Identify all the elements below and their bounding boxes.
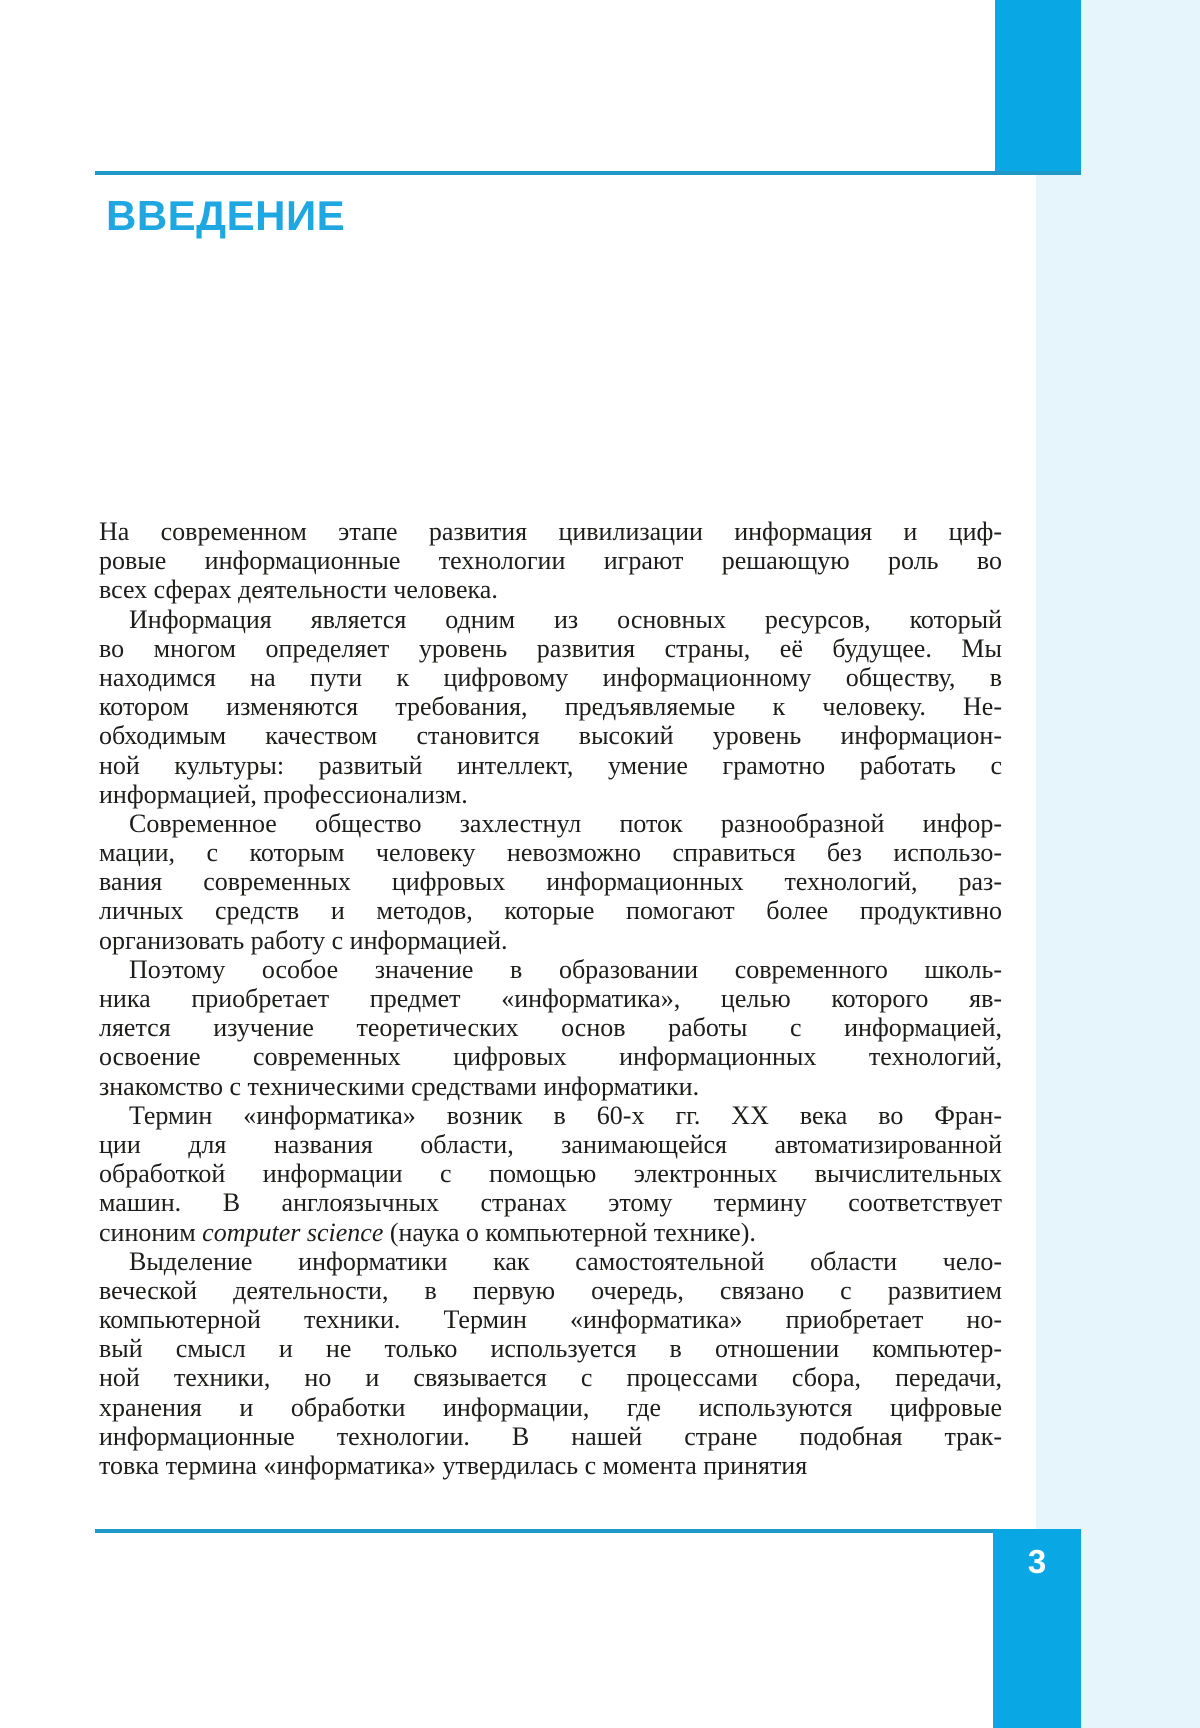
paragraph: [99, 1247, 1002, 1481]
text-line: обходимым качеством становится высокий уровень информацион-: [99, 721, 1002, 751]
text-line: информацией, профессионализм.: [99, 779, 468, 809]
text-line: Поэтому особое значение в образовании современного школь-: [129, 954, 1002, 984]
body-text: [99, 517, 1002, 1480]
top-accent-bar: [995, 0, 1081, 171]
text-line: ровые информационные технологии играют решающую роль во: [99, 546, 1002, 576]
text-line: ной техники, но и связывается с процессами сбора, передачи,: [99, 1363, 1002, 1393]
text-line: организовать работу с информацией.: [99, 925, 508, 955]
paragraph: [99, 517, 1002, 605]
text-line: синоним computer science (наука о компьютерной технике).: [99, 1217, 756, 1247]
text-line: информационные технологии. В нашей стране подобная трак-: [99, 1421, 1002, 1451]
text-line: Термин «информатика» возник в 60-х гг. XX века во Фран-: [129, 1100, 1002, 1130]
text-line: всех сферах деятельности человека.: [99, 575, 498, 605]
text-line: хранения и обработки информации, где используются цифровые: [99, 1392, 1002, 1422]
text-line: мации, с которым человеку невозможно справиться без использо-: [99, 838, 1002, 868]
text-line: во многом определяет уровень развития страны, её будущее. Мы: [99, 633, 1002, 663]
right-margin-band: [1036, 0, 1200, 1728]
top-rule: [95, 171, 1081, 175]
page-number-box: [993, 1529, 1081, 1728]
text-line: вания современных цифровых информационных технологий, раз-: [99, 867, 1002, 897]
text-line: находимся на пути к цифровому информационному обществу, в: [99, 662, 1002, 692]
text-line: котором изменяются требования, предъявляемые к человеку. Не-: [99, 692, 1002, 722]
paragraph: [99, 605, 1002, 809]
text-line: освоение современных цифровых информационных технологий,: [99, 1042, 1002, 1072]
text-line: личных средств и методов, которые помогают более продуктивно: [99, 896, 1002, 926]
text-line: веческой деятельности, в первую очередь, связано с развитием: [99, 1275, 1002, 1305]
text-line: обработкой информации с помощью электронных вычислительных: [99, 1159, 1002, 1189]
text-line: знакомство с техническими средствами информатики.: [99, 1071, 700, 1101]
text-line: Современное общество захлестнул поток разнообразной инфор-: [129, 808, 1002, 838]
paragraph: [99, 1101, 1002, 1247]
text-line: ной культуры: развитый интеллект, умение грамотно работать с: [99, 750, 1002, 780]
page-title: ВВЕДЕНИЕ: [106, 192, 346, 239]
paragraph: [99, 955, 1002, 1101]
text-line: машин. В англоязычных странах этому термину соответствует: [99, 1188, 1002, 1218]
text-line: На современном этапе развития цивилизации информация и циф-: [99, 517, 1002, 546]
paragraph: [99, 809, 1002, 955]
text-line: компьютерной техники. Термин «информатика» приобретает но-: [99, 1305, 1002, 1335]
text-line: ника приобретает предмет «информатика», целью которого яв-: [99, 984, 1002, 1013]
bottom-rule: [95, 1529, 993, 1533]
text-line: товка термина «информатика» утвердилась с момента принятия: [99, 1451, 808, 1480]
text-line: вый смысл и не только используется в отношении компьютер-: [99, 1334, 1002, 1364]
text-line: Выделение информатики как самостоятельной области чело-: [129, 1246, 1002, 1276]
text-line: ции для названия области, занимающейся автоматизированной: [99, 1129, 1002, 1159]
text-line: Информация является одним из основных ресурсов, который: [129, 604, 1002, 634]
text-line: ляется изучение теоретических основ работы с информацией,: [99, 1013, 1002, 1043]
page-number: 3: [1027, 1543, 1047, 1580]
